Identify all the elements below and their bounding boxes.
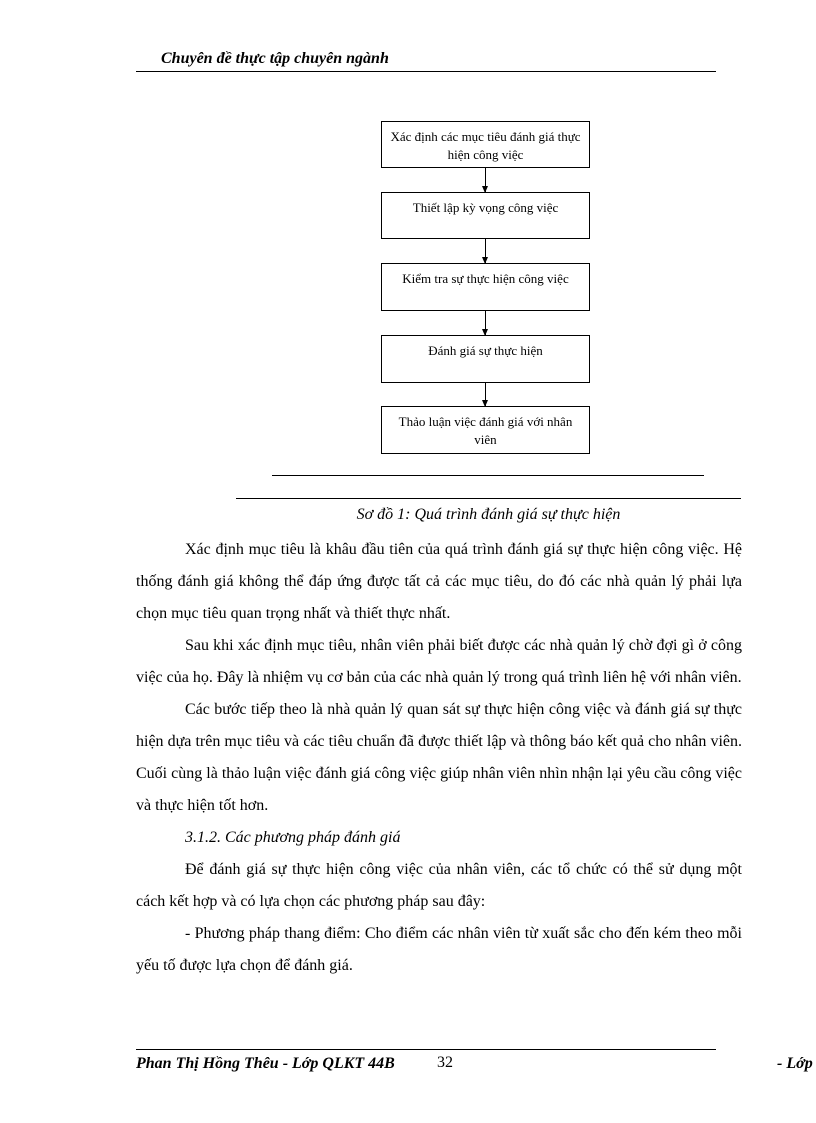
paragraph: Sau khi xác định mục tiêu, nhân viên phải biết được các nhà quản lý chờ đợi gì ở công việc của họ. Đây là nhiệm vụ cơ bản của các nhà quản lý trong quá trình liên hệ với nhân viên. (136, 637, 742, 686)
flowchart-arrow-2 (485, 239, 486, 263)
footer-right-fragment: - Lớp (777, 1055, 813, 1072)
flowchart-arrow-3 (485, 311, 486, 335)
flowchart-step-5: Thảo luận việc đánh giá với nhân viên (381, 406, 590, 454)
paragraph: Để đánh giá sự thực hiện công việc của nhân viên, các tổ chức có thể sử dụng một cách kết hợp và có lựa chọn các phương pháp sau đây: (136, 861, 742, 910)
flowchart-step-4: Đánh giá sự thực hiện (381, 335, 590, 383)
flowchart-arrow-1 (485, 168, 486, 192)
body-text (136, 534, 742, 982)
diagram-caption: Sơ đồ 1: Quá trình đánh giá sự thực hiện (356, 506, 621, 523)
footer-rule (136, 1049, 716, 1050)
flowchart-step-3: Kiểm tra sự thực hiện công việc (381, 263, 590, 311)
section-heading: 3.1.2. Các phương pháp đánh giá (185, 829, 401, 846)
page-number: 32 (437, 1054, 453, 1071)
header-title: Chuyên đề thực tập chuyên ngành (161, 50, 389, 67)
footer-author: Phan Thị Hồng Thêu - Lớp QLKT 44B (136, 1055, 395, 1072)
caption-rule (236, 498, 741, 499)
header-rule (136, 71, 716, 72)
paragraph: Các bước tiếp theo là nhà quản lý quan sát sự thực hiện công việc và đánh giá sự thực hiện dựa trên mục tiêu và các tiêu chuẩn đã được thiết lập và thông báo kết quả cho nhân viên. Cuối cùng là thảo luận việc đánh giá công việc giúp nhân viên nhìn nhận lại yêu cầu công việc và thực hiện tốt hơn. (136, 701, 742, 814)
diagram-bottom-rule (272, 475, 704, 476)
flowchart-arrow-4 (485, 383, 486, 406)
paragraph: Xác định mục tiêu là khâu đầu tiên của quá trình đánh giá sự thực hiện công việc. Hệ thống đánh giá không thể đáp ứng được tất cả các mục tiêu, do đó các nhà quản lý phải lựa chọn mục tiêu quan trọng nhất và thiết thực nhất. (136, 541, 742, 622)
flowchart-step-2: Thiết lập kỳ vọng công việc (381, 192, 590, 239)
flowchart-step-1: Xác định các mục tiêu đánh giá thực hiện công việc (381, 121, 590, 168)
paragraph: - Phương pháp thang điểm: Cho điểm các nhân viên từ xuất sắc cho đến kém theo mỗi yếu tố được lựa chọn để đánh giá. (136, 925, 742, 974)
